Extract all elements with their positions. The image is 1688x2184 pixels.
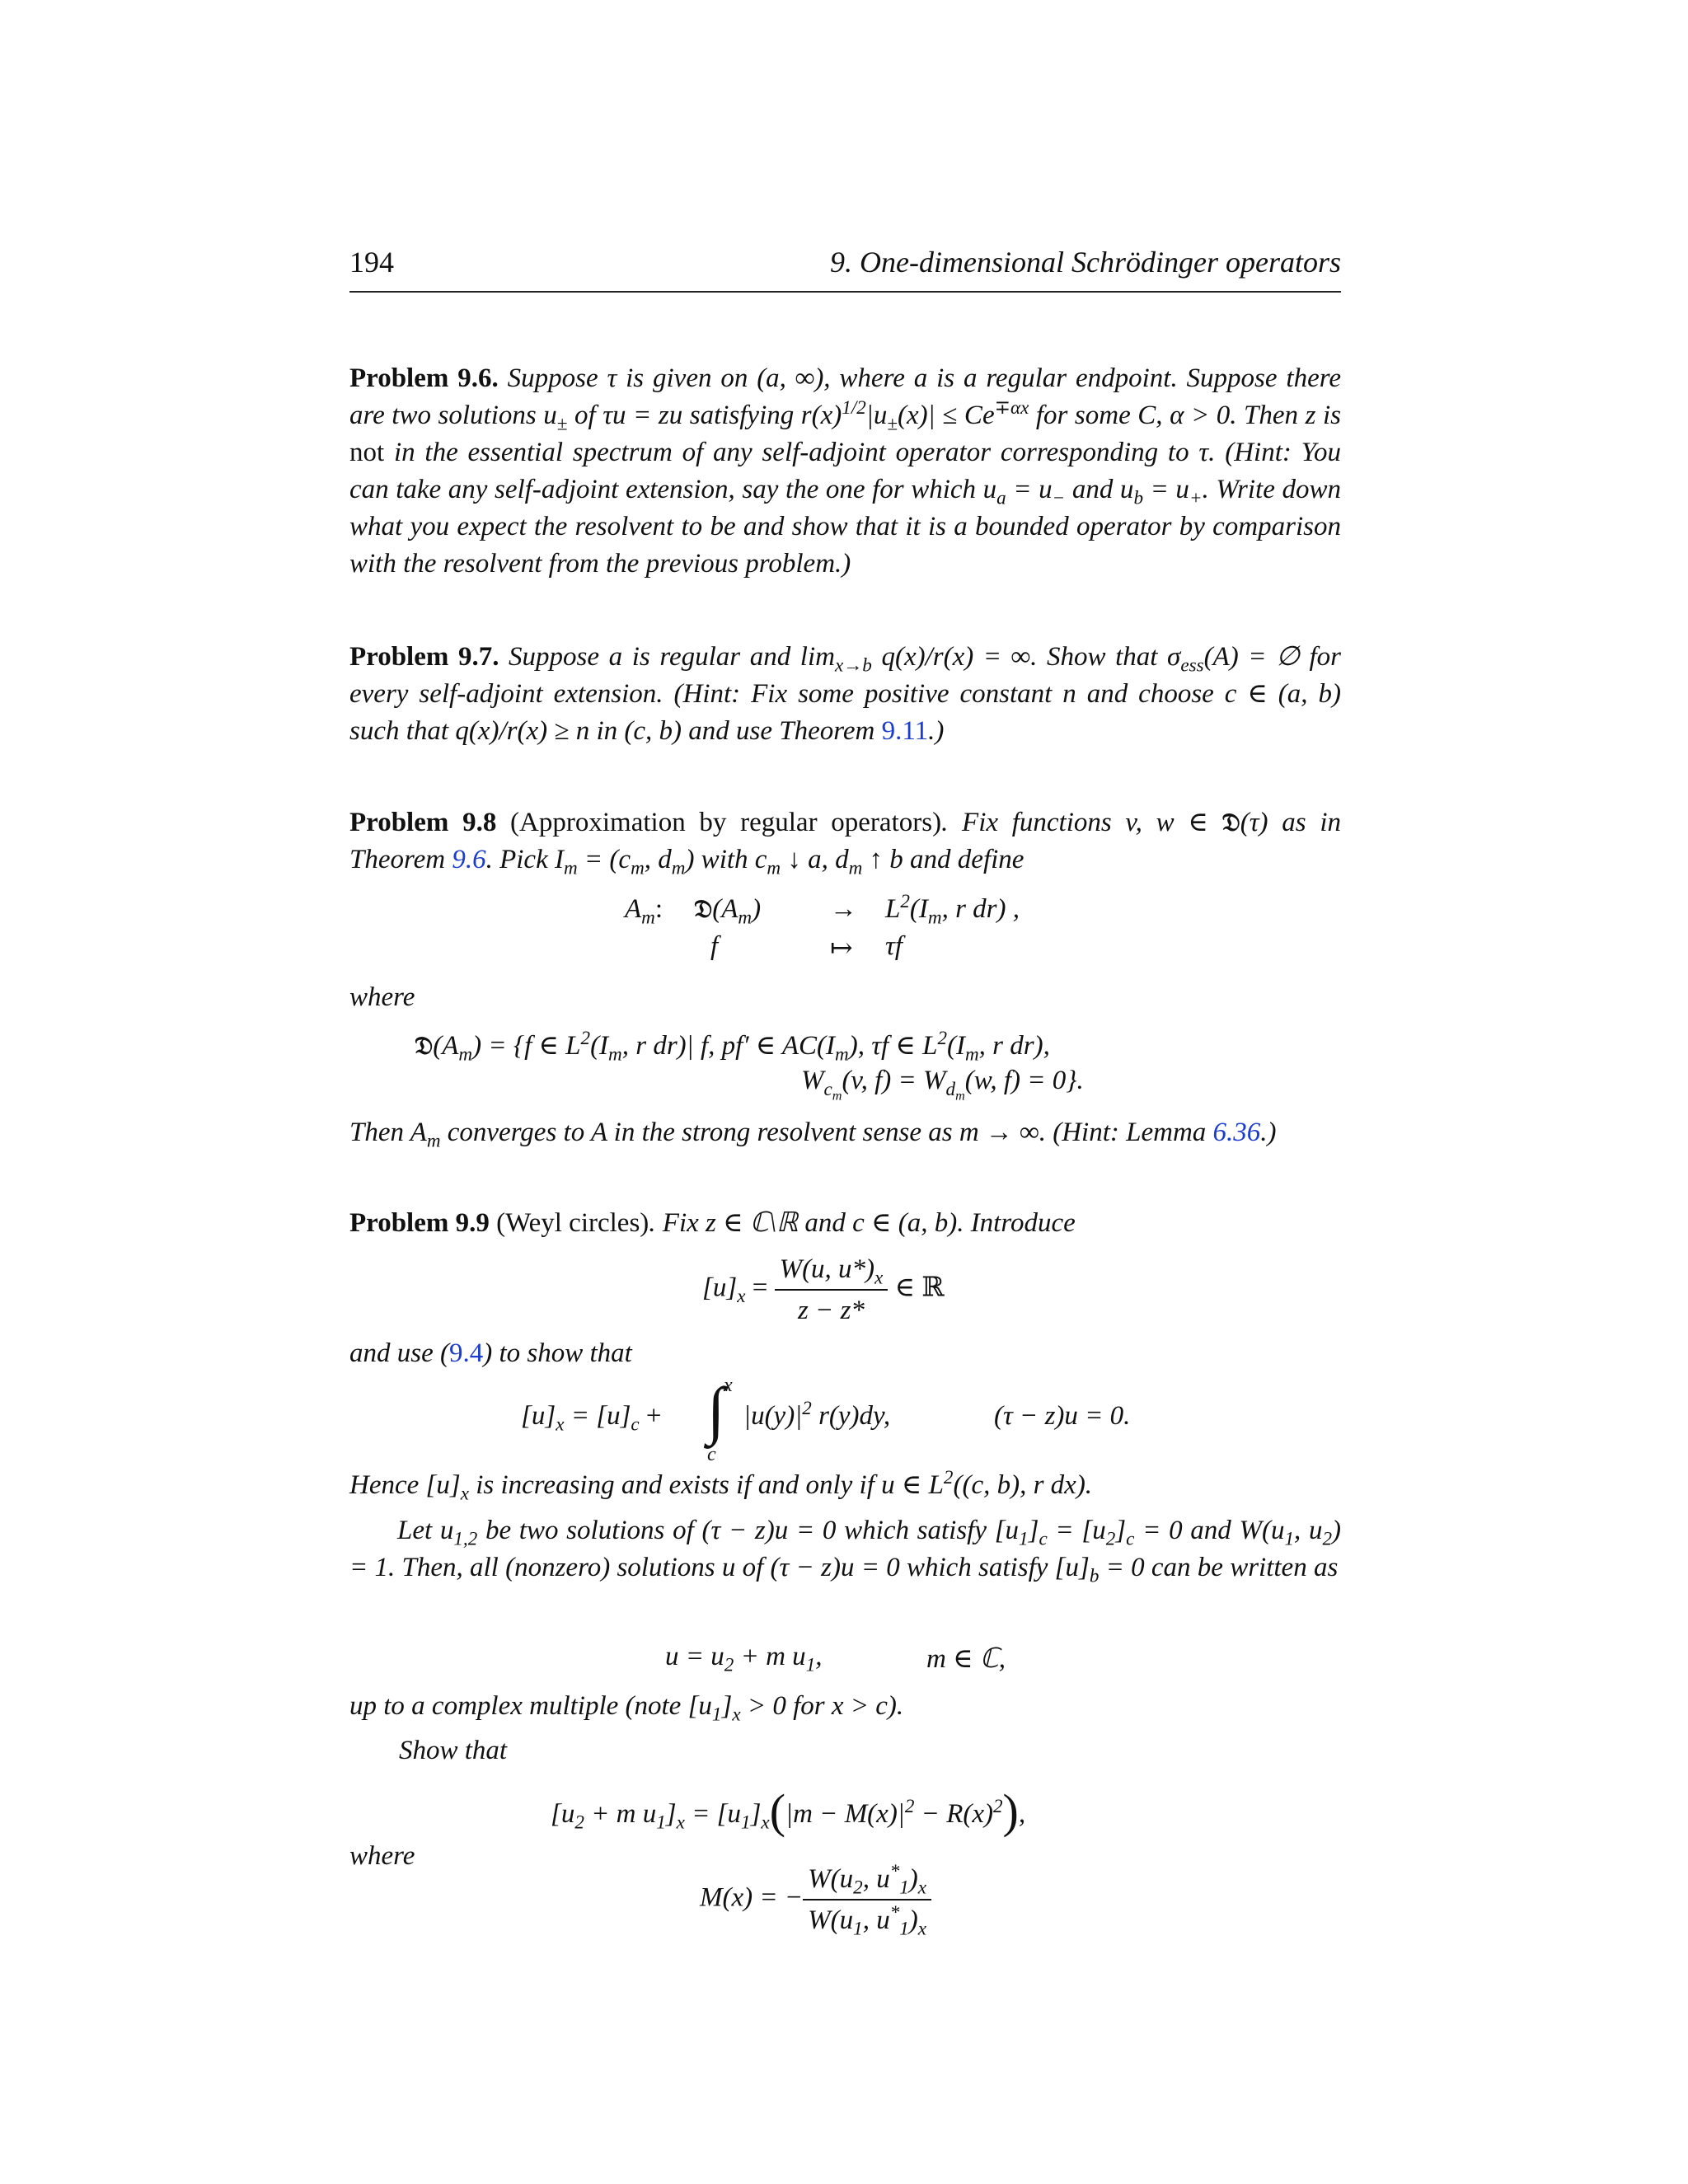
problem-text: of τu = zu satisfying r(x)	[567, 401, 842, 430]
big-paren: (	[769, 1784, 786, 1838]
denominator	[803, 1900, 931, 1938]
problem-text: ]	[1115, 1516, 1127, 1545]
problem-label: Problem 9.7.	[349, 642, 499, 672]
bracket-definition	[702, 1251, 945, 1329]
fraktur-d: 𝔇	[415, 1032, 434, 1061]
math-text: |u(y)|	[743, 1401, 803, 1431]
problem-text: . Pick I	[485, 845, 564, 874]
problem-label: Problem 9.9	[349, 1208, 490, 1238]
m-of-x-definition	[700, 1861, 931, 1938]
mapping-domain	[694, 894, 762, 928]
math-text: +	[639, 1401, 662, 1431]
integral-upper-limit: x	[724, 1375, 733, 1396]
subscript: x	[874, 1266, 884, 1288]
theorem-link[interactable]: 9.6	[452, 845, 486, 874]
math-text: )	[752, 894, 762, 924]
problem-text: .)	[1260, 1118, 1277, 1147]
problem-title: (Weyl circles)	[489, 1208, 649, 1238]
fraction	[803, 1861, 931, 1938]
problem-label: Problem 9.8	[349, 808, 497, 837]
problem-text: Hence [u]	[349, 1470, 461, 1500]
math-text: + m u	[584, 1799, 657, 1829]
fraction	[775, 1251, 889, 1329]
subscript: 2	[853, 1876, 863, 1898]
subscript: 2	[574, 1811, 584, 1833]
show-that: Show that	[399, 1736, 508, 1765]
math-text: L	[885, 894, 901, 924]
math-text: (w, f) = 0}.	[964, 1066, 1084, 1095]
upto-line	[349, 1688, 1341, 1725]
problem-label: Problem 9.6.	[349, 363, 499, 393]
math-text: [u]	[702, 1272, 738, 1303]
superscript: 1/2	[842, 396, 866, 418]
superscript: 2	[937, 1027, 947, 1048]
problem-text: = 0 and W(u	[1134, 1516, 1285, 1545]
math-text: (I	[909, 894, 928, 924]
problem-text: = u	[1006, 475, 1053, 504]
subscript: x	[556, 1413, 565, 1435]
solution-condition: m ∈ ℂ,	[926, 1644, 1006, 1674]
math-text: u = u	[665, 1642, 724, 1671]
math-text: (I	[590, 1031, 609, 1061]
subscript: m	[563, 856, 578, 879]
subscript: 1	[1019, 1527, 1029, 1549]
mapping-codomain	[885, 890, 1020, 928]
subscript: ess	[1180, 654, 1204, 676]
subscript: m	[835, 1043, 849, 1065]
problem-text: . Fix z ∈ ℂ\ℝ and c ∈ (a, b). Introduce	[649, 1208, 1076, 1238]
problem-text: Suppose a is regular and lim	[499, 642, 835, 672]
subscript: m	[848, 856, 863, 879]
subscript: m	[767, 856, 781, 879]
subscript: 1	[711, 1703, 722, 1725]
where-label: where	[349, 982, 415, 1012]
problem-text: and u	[1065, 475, 1134, 504]
math-text: ,	[1018, 1799, 1026, 1829]
subscript: x	[761, 1811, 770, 1833]
subscript: x	[917, 1876, 927, 1898]
subscript: c	[823, 1077, 832, 1099]
subscript: 2	[724, 1653, 734, 1675]
subscript: 1,2	[453, 1527, 478, 1549]
domain-definition-line-1	[415, 1027, 1050, 1065]
problem-9-9	[349, 1205, 1341, 1242]
superscript: 2	[904, 1795, 915, 1816]
math-text: )	[908, 1864, 918, 1894]
theorem-link[interactable]: 9.11	[881, 716, 929, 746]
math-text: , r dr) ,	[941, 894, 1020, 924]
chapter-title: 9. One-dimensional Schrödinger operators	[830, 246, 1341, 279]
integrand	[743, 1397, 891, 1432]
math-text: = [u]	[564, 1401, 631, 1431]
subscript: −	[1052, 486, 1066, 509]
problem-text: and use (	[349, 1338, 449, 1368]
subscript: 1	[853, 1917, 863, 1939]
problem-text: up to a complex multiple (note [u	[349, 1691, 712, 1721]
problem-text: . Fix functions v, w ∈	[941, 808, 1222, 837]
math-text: ), τf ∈ L	[848, 1031, 938, 1061]
subscript: m	[458, 1043, 473, 1065]
problem-9-7	[349, 639, 1341, 750]
math-text: ) = {f ∈ L	[472, 1031, 581, 1061]
equation-link[interactable]: 9.4	[448, 1338, 484, 1368]
mapsto-icon: ↦	[830, 934, 853, 963]
math-text: |m − M(x)|	[785, 1799, 905, 1829]
problem-text: is increasing and exists if and only if u ∈ L	[468, 1470, 944, 1500]
emphasis-not: not	[349, 438, 385, 467]
superscript: ∓αx	[994, 396, 1029, 418]
mapping-tau-f: τf	[885, 931, 903, 961]
superscript: 2	[992, 1795, 1003, 1816]
math-text: + m u	[734, 1642, 806, 1671]
problem-text: (x)| ≤ Ce	[898, 401, 995, 430]
page-number: 194	[349, 246, 394, 279]
subscript: m	[955, 1089, 965, 1104]
math-text: [u]	[521, 1401, 556, 1431]
solution-equation	[665, 1642, 823, 1675]
integral-sign-icon: ∫	[707, 1374, 725, 1446]
subscript: 1	[656, 1811, 666, 1833]
math-text: =	[745, 1272, 775, 1303]
math-text: ]	[665, 1799, 677, 1829]
mapping-line-1	[625, 894, 663, 928]
problem-text: .)	[928, 716, 945, 746]
running-header	[349, 245, 1341, 293]
and-use-line	[349, 1335, 1341, 1372]
math-text: , u	[862, 1864, 890, 1894]
fraktur-d: 𝔇	[694, 895, 713, 924]
subscript: x	[676, 1811, 685, 1833]
math-text: W(u, u*)	[779, 1254, 875, 1284]
problem-text: Suppose τ is given on (a, ∞), where a is a regular endpoint. Suppose there are two solutions u	[349, 363, 1341, 430]
problem-text: = 0 can be written as	[1099, 1553, 1339, 1582]
hence-line	[349, 1467, 1341, 1504]
subscript: m	[671, 856, 686, 879]
weyl-circle-equation	[551, 1783, 1025, 1839]
math-text: , r dr),	[978, 1031, 1050, 1061]
subscript: 1	[899, 1917, 909, 1939]
subscript: +	[1189, 486, 1203, 509]
subscript: 1	[1284, 1527, 1294, 1549]
subscript: ±	[556, 412, 568, 434]
domain-definition-line-2	[801, 1066, 1084, 1104]
math-text: ,	[815, 1642, 823, 1671]
integral-condition: (τ − z)u = 0.	[994, 1401, 1131, 1431]
math-text: W(u	[808, 1905, 854, 1935]
superscript: *	[889, 1860, 900, 1882]
math-text: )	[908, 1905, 918, 1935]
denominator: z − z*	[797, 1296, 865, 1325]
superscript: *	[889, 1901, 900, 1923]
subscript: ±	[887, 412, 898, 434]
problem-text: ) with c	[685, 845, 767, 874]
subscript: b	[1089, 1564, 1100, 1586]
subscript: 1	[899, 1876, 909, 1898]
math-text: , r dr)| f, pf′ ∈ AC(I	[621, 1031, 836, 1061]
math-text: (I	[947, 1031, 965, 1061]
math-text: M(x) = −	[700, 1882, 804, 1913]
problem-text: ]	[1028, 1516, 1039, 1545]
subscript: x	[460, 1482, 469, 1504]
problem-text: (A) = ∅ for every self-adjoint extension. (Hint: Fix some positive constant n and choose c ∈ (a, b) such that q(x)/r(x) ≥ n in (c, b) and use Theorem	[349, 642, 1341, 746]
convergence-statement	[349, 1114, 1341, 1151]
let-paragraph	[349, 1512, 1341, 1586]
problem-text: converges to A in the strong resolvent sense as m → ∞. (Hint: Lemma	[440, 1118, 1213, 1147]
subscript: c	[631, 1413, 640, 1435]
subscript: 2	[1322, 1527, 1332, 1549]
problem-text: , d	[644, 845, 672, 874]
problem-text: for some C, α > 0. Then z is	[1029, 401, 1341, 430]
numerator	[803, 1861, 931, 1900]
numerator	[775, 1251, 889, 1291]
subscript: x	[732, 1703, 741, 1725]
problem-text: Let u	[397, 1516, 454, 1545]
problem-text: be two solutions of (τ − z)u = 0 which satisfy [u	[477, 1516, 1020, 1545]
integral-lower-limit: c	[707, 1444, 716, 1465]
math-text: , u	[862, 1905, 890, 1935]
subscript: m	[631, 856, 645, 879]
problem-text: ↑ b and define	[862, 845, 1025, 874]
subscript: x→b	[834, 654, 872, 676]
math-text: r(y)dy,	[811, 1401, 891, 1431]
math-text: W	[801, 1066, 824, 1095]
subscript: m	[738, 906, 753, 928]
math-text: = [u	[684, 1799, 742, 1829]
problem-text: Then A	[349, 1118, 427, 1147]
math-text: [u	[551, 1799, 575, 1829]
subscript: b	[1133, 486, 1143, 509]
subscript: m	[964, 1043, 979, 1065]
math-text: A	[625, 894, 642, 924]
problem-text: q(x)/r(x) = ∞. Show that σ	[871, 642, 1181, 672]
problem-text: ) to show that	[483, 1338, 632, 1368]
subscript: m	[426, 1129, 441, 1151]
problem-text: , u	[1294, 1516, 1323, 1545]
problem-text: ) = 1. Then, all (nonzero) solutions u of (τ − z)u = 0 which satisfy [u]	[349, 1516, 1341, 1582]
problem-title: (Approximation by regular operators)	[496, 808, 942, 837]
subscript: m	[641, 906, 655, 928]
subscript: 1	[805, 1653, 816, 1675]
problem-text: ↓ a, d	[781, 845, 849, 874]
subscript: m	[927, 906, 942, 928]
subscript: d	[945, 1077, 956, 1099]
big-paren: )	[1002, 1784, 1019, 1838]
superscript: 2	[943, 1466, 954, 1488]
problem-text: = u	[1142, 475, 1189, 504]
math-text: ]	[750, 1799, 762, 1829]
problem-text: = (c	[577, 845, 631, 874]
subscript: c	[1039, 1527, 1048, 1549]
mapping-f: f	[710, 931, 719, 961]
subscript: c	[1126, 1527, 1135, 1549]
subscript: m	[608, 1043, 622, 1065]
subscript: x	[917, 1917, 927, 1939]
subscript: m	[832, 1089, 842, 1104]
where-label-2: where	[349, 1841, 415, 1871]
math-text: (v, f) = W	[842, 1066, 946, 1095]
superscript: 2	[900, 890, 910, 912]
math-text: − R(x)	[914, 1799, 993, 1829]
integral-equation	[521, 1401, 662, 1435]
lemma-link[interactable]: 6.36	[1212, 1118, 1261, 1147]
superscript: 2	[580, 1027, 591, 1048]
math-text: W(u	[808, 1864, 854, 1894]
subscript: x	[737, 1285, 746, 1307]
math-text: (A	[433, 1031, 459, 1061]
math-text: (A	[712, 894, 738, 924]
subscript: 2	[1105, 1527, 1116, 1549]
problem-text: in the essential spectrum of any self-adjoint operator corresponding to τ. (Hint: You can take any self-adjoint extension, say the one for which u	[349, 438, 1341, 504]
subscript: 1	[741, 1811, 751, 1833]
subscript: a	[996, 486, 1006, 509]
problem-text: |u	[865, 401, 888, 430]
problem-text: ]	[721, 1691, 733, 1721]
superscript: 2	[802, 1397, 812, 1418]
problem-text: > 0 for x > c).	[740, 1691, 904, 1721]
problem-text: . Write down what you expect the resolvent to be and show that it is a bounded operator by comparison with the resolvent from the previous problem.)	[349, 475, 1341, 579]
fraktur-d: 𝔇	[1221, 808, 1240, 837]
math-text: ∈ ℝ	[888, 1272, 945, 1303]
problem-text: ((c, b), r dx).	[953, 1470, 1093, 1500]
arrow-icon: →	[830, 894, 857, 924]
problem-text: = [u	[1047, 1516, 1106, 1545]
problem-text: (τ) as in Theorem	[349, 808, 1341, 874]
problem-9-8	[349, 804, 1341, 879]
problem-9-6	[349, 360, 1341, 583]
math-text: :	[654, 894, 663, 924]
